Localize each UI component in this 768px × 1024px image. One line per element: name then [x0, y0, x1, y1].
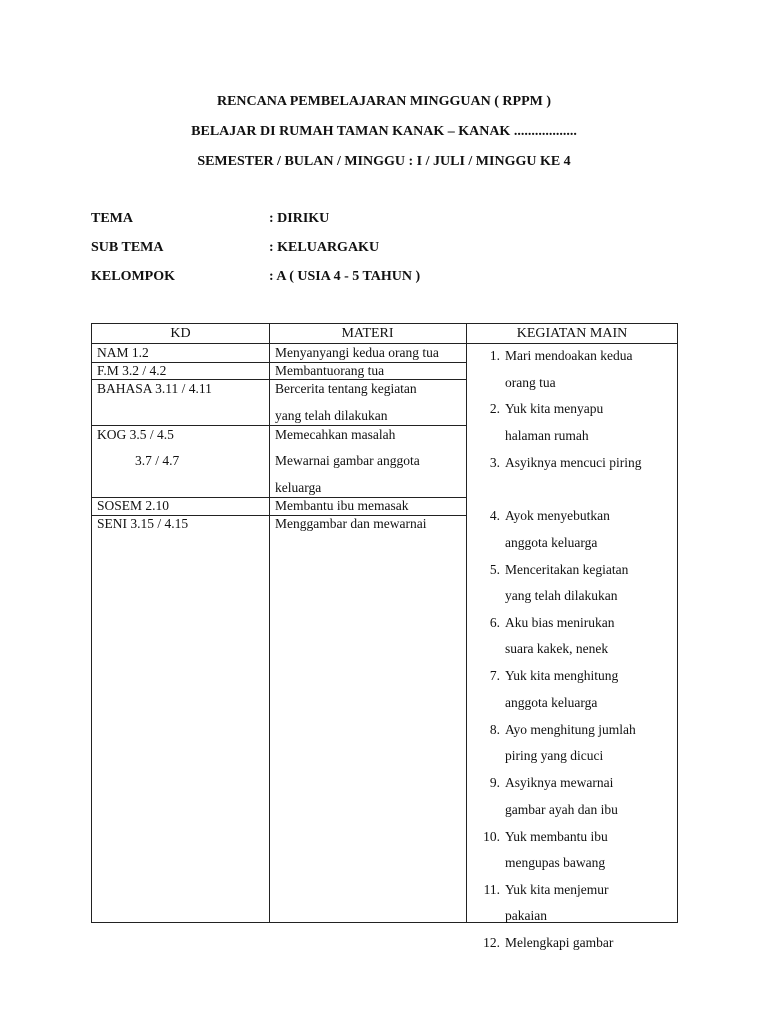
- materi-cell: keluarga: [275, 480, 322, 495]
- kegiatan-line: anggota keluarga: [505, 534, 598, 550]
- kegiatan-line: Asyiknya mencuci piring: [505, 454, 642, 470]
- kegiatan-text: [505, 717, 670, 770]
- document-subtitle: BELAJAR DI RUMAH TAMAN KANAK – KANAK ..................: [191, 124, 577, 139]
- kegiatan-line: Yuk kita menyapu: [505, 401, 604, 417]
- subtema-label: SUB TEMA: [91, 240, 164, 255]
- kegiatan-line: Mari mendoakan kedua: [505, 348, 633, 363]
- header-kd: KD: [170, 326, 191, 341]
- kegiatan-number: 12.: [483, 935, 500, 951]
- kegiatan-line: anggota keluarga: [505, 694, 598, 710]
- kegiatan-line: pakaian: [505, 908, 547, 924]
- kegiatan-line: gambar ayah dan ibu: [505, 801, 618, 817]
- materi-cell: Membantuorang tua: [275, 363, 385, 378]
- kd-cell: 3.7 / 4.7: [135, 453, 180, 468]
- kegiatan-line: Menceritakan kegiatan: [505, 561, 629, 577]
- materi-cell: Membantu ibu memasak: [275, 498, 409, 513]
- kegiatan-text: [505, 503, 670, 556]
- kegiatan-item: [468, 930, 676, 983]
- materi-cell: Mewarnai gambar anggota: [275, 453, 420, 468]
- kegiatan-line: Aku bias menirukan: [505, 614, 615, 630]
- document-title: RENCANA PEMBELAJARAN MINGGUAN ( RPPM ): [216, 94, 552, 109]
- kelompok-label: KELOMPOK: [91, 269, 175, 284]
- kegiatan-number: 7.: [489, 668, 500, 684]
- kegiatan-number: 10.: [483, 828, 500, 844]
- kegiatan-number: 8.: [489, 721, 500, 737]
- semester-line: SEMESTER / BULAN / MINGGU : I / JULI / MINGGU KE 4: [197, 154, 571, 169]
- column-divider: [269, 324, 270, 922]
- kegiatan-text: [505, 396, 670, 449]
- header-kegiatan: KEGIATAN MAIN: [516, 326, 628, 341]
- kd-cell: NAM 1.2: [97, 345, 149, 360]
- kegiatan-number: 1.: [489, 348, 500, 363]
- kegiatan-line: Melengkapi gambar: [505, 935, 614, 951]
- kegiatan-line: Yuk kita menjemur: [505, 881, 609, 897]
- kelompok-value: : A ( USIA 4 - 5 TAHUN ): [269, 269, 421, 284]
- kegiatan-text: [505, 343, 670, 396]
- kegiatan-number: 5.: [489, 561, 500, 577]
- kegiatan-item: [468, 396, 676, 449]
- materi-cell: Memecahkan masalah: [275, 427, 396, 442]
- subtema-value: : KELUARGAKU: [269, 240, 380, 255]
- kegiatan-line: suara kakek, nenek: [505, 641, 609, 657]
- kd-cell: KOG 3.5 / 4.5: [97, 427, 174, 442]
- kegiatan-number: 4.: [489, 508, 500, 524]
- kegiatan-text: [505, 930, 670, 957]
- kegiatan-text: [505, 557, 670, 610]
- kegiatan-item: [468, 824, 676, 877]
- kegiatan-line: mengupas bawang: [505, 855, 606, 871]
- kegiatan-text: [505, 450, 670, 477]
- column-divider: [466, 324, 467, 922]
- kegiatan-item: [468, 503, 676, 556]
- kegiatan-text: [505, 663, 670, 716]
- kd-cell: SOSEM 2.10: [97, 498, 170, 513]
- kegiatan-item: [468, 877, 676, 930]
- kegiatan-item: [468, 717, 676, 770]
- kegiatan-list: [468, 343, 676, 984]
- materi-cell: Menyanyangi kedua orang tua: [275, 345, 439, 360]
- kegiatan-line: halaman rumah: [505, 427, 589, 443]
- kegiatan-item: [468, 610, 676, 663]
- rppm-table: [91, 323, 678, 951]
- materi-cell: Bercerita tentang kegiatan: [275, 381, 417, 396]
- kegiatan-line: yang telah dilakukan: [505, 588, 618, 604]
- kd-cell: F.M 3.2 / 4.2: [97, 363, 167, 378]
- kegiatan-line: Yuk kita menghitung: [505, 668, 619, 684]
- kegiatan-number: 3.: [489, 454, 500, 470]
- header-materi: MATERI: [341, 326, 394, 341]
- kegiatan-item: [468, 343, 676, 396]
- kegiatan-line: piring yang dicuci: [505, 748, 604, 764]
- kegiatan-number: 6.: [489, 614, 500, 630]
- kegiatan-line: orang tua: [505, 374, 556, 390]
- kegiatan-line: Ayo menghitung jumlah: [505, 721, 636, 737]
- kegiatan-number: 2.: [489, 401, 500, 417]
- kegiatan-text: [505, 877, 670, 930]
- kegiatan-item: [468, 557, 676, 610]
- kegiatan-item: [468, 450, 676, 503]
- tema-label: TEMA: [91, 211, 133, 226]
- kegiatan-item: [468, 770, 676, 823]
- materi-cell: Menggambar dan mewarnai: [275, 516, 427, 531]
- kegiatan-text: [505, 824, 670, 877]
- kegiatan-number: 11.: [483, 881, 500, 897]
- kegiatan-number: 9.: [489, 775, 500, 791]
- kegiatan-line: Yuk membantu ibu: [505, 828, 608, 844]
- kegiatan-text: [505, 770, 670, 823]
- materi-cell: yang telah dilakukan: [275, 408, 388, 423]
- kegiatan-text: [505, 610, 670, 663]
- kegiatan-item: [468, 663, 676, 716]
- kegiatan-line: Asyiknya mewarnai: [505, 775, 614, 791]
- kd-cell: BAHASA 3.11 / 4.11: [97, 381, 212, 396]
- kegiatan-line: Ayok menyebutkan: [505, 508, 610, 524]
- kd-cell: SENI 3.15 / 4.15: [97, 516, 189, 531]
- tema-value: : DIRIKU: [269, 211, 330, 226]
